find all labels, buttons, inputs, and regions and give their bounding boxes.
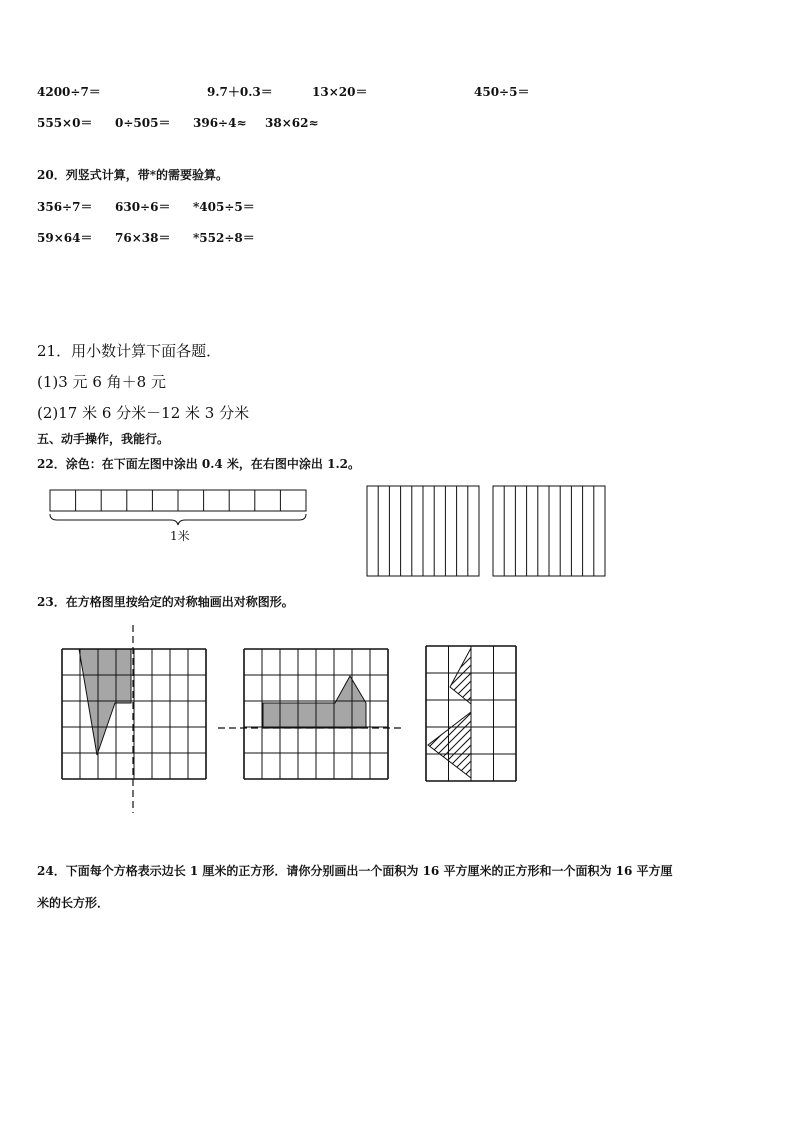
- vertical-calc-2: 630÷6＝: [115, 200, 171, 214]
- question-22-title: 22．涂色：在下面左图中涂出 0.4 米，在右图中涂出 1.2。: [37, 457, 360, 471]
- ruler-strip: [50, 490, 306, 511]
- oral-calc-4: 450÷5＝: [474, 85, 530, 99]
- oral-calc-3: 13×20＝: [312, 85, 368, 99]
- vertical-calc-6: *552÷8＝: [193, 231, 255, 245]
- vertical-calc-4: 59×64＝: [37, 231, 93, 245]
- oral-calc-7: 396÷4≈: [193, 116, 247, 130]
- question-21-item-1: (1)3 元 6 角＋8 元: [37, 373, 166, 391]
- vertical-calc-1: 356÷7＝: [37, 200, 93, 214]
- vertical-calc-3: *405÷5＝: [193, 200, 255, 214]
- ruler-label: 1米: [170, 529, 190, 543]
- ruler-brace: [50, 514, 306, 525]
- right-strip-figure: [492, 485, 608, 578]
- symmetry-grid-vertical-axis: [59, 625, 209, 815]
- question-21-title: 21．用小数计算下面各题．: [37, 342, 222, 360]
- oral-calc-5: 555×0＝: [37, 116, 93, 130]
- oral-calc-1: 4200÷7＝: [37, 85, 101, 99]
- oral-calc-2: 9.7＋0.3＝: [207, 85, 273, 99]
- section-5-title: 五、动手操作，我能行。: [37, 432, 170, 446]
- shaded-shape: [79, 649, 131, 755]
- question-24-line-2: 米的长方形．: [37, 896, 110, 910]
- vertical-calc-5: 76×38＝: [115, 231, 171, 245]
- oral-calc-8: 38×62≈: [265, 116, 319, 130]
- question-21-item-2: (2)17 米 6 分米－12 米 3 分米: [37, 404, 250, 422]
- question-23-title: 23．在方格图里按给定的对称轴画出对称图形。: [37, 595, 294, 609]
- left-strip-figure: [366, 485, 482, 578]
- question-24-line-1: 24．下面每个方格表示边长 1 厘米的正方形．请你分别画出一个面积为 16 平方厘米的正方形和一个面积为 16 平方厘: [37, 864, 673, 878]
- symmetry-grid-hatched: [424, 644, 520, 784]
- oral-calc-6: 0÷505＝: [115, 116, 171, 130]
- shaded-shape: [263, 676, 366, 728]
- symmetry-grid-horizontal-axis: [218, 625, 404, 785]
- question-20-title: 20．列竖式计算，带*的需要验算。: [37, 168, 228, 182]
